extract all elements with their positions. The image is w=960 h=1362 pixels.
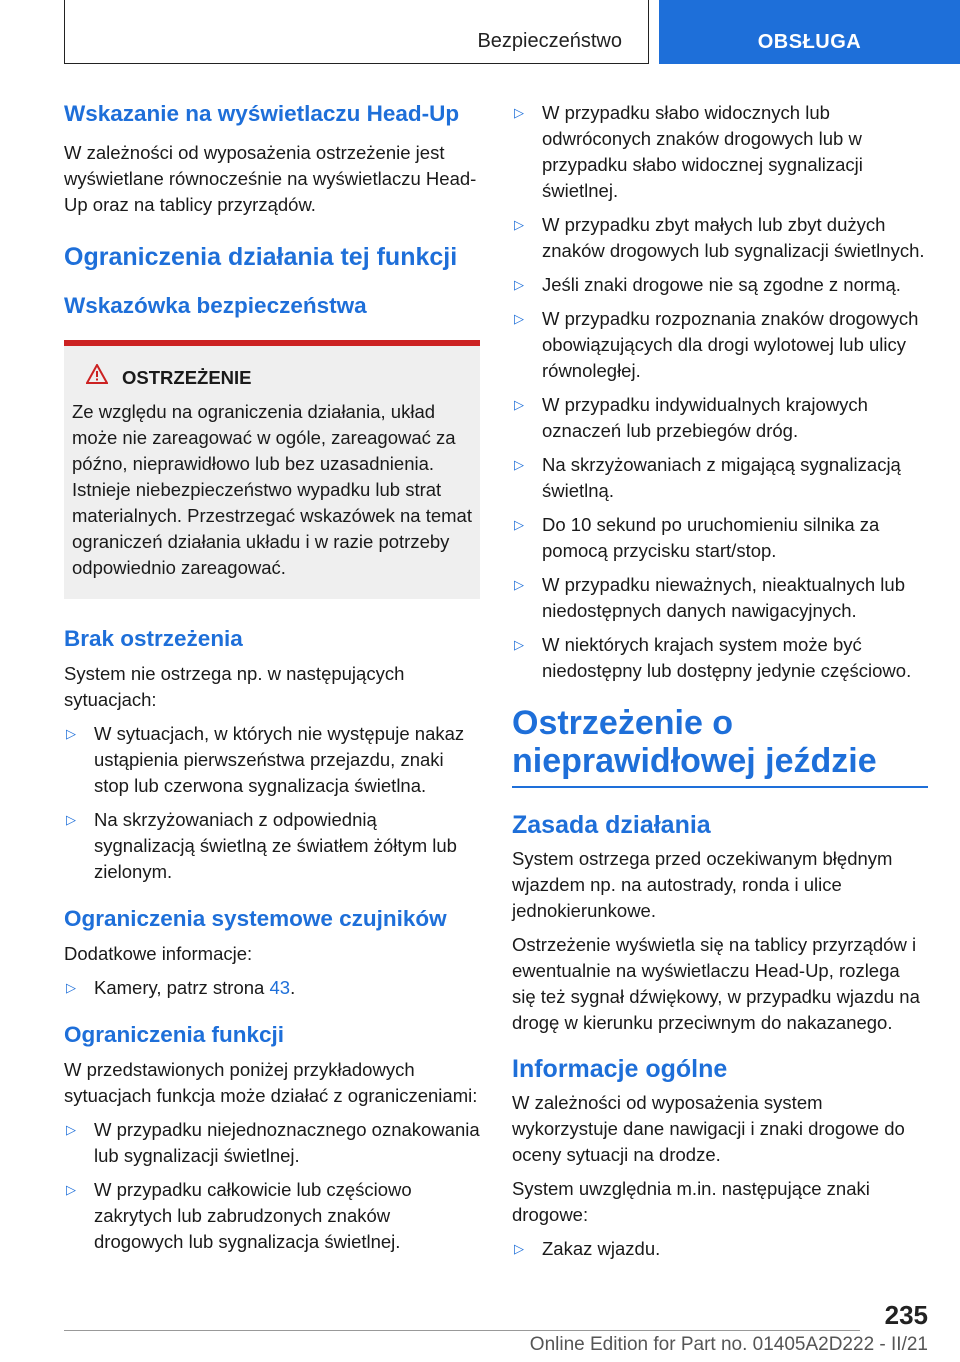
- list-item: [512, 392, 928, 444]
- list-item-text: W przypadku indywidualnych krajowych oznaczeń lub przebiegów dróg.: [542, 394, 868, 441]
- triangle-right-icon: ▷: [66, 726, 76, 741]
- list-item-text: Zakaz wjazdu.: [542, 1238, 661, 1259]
- heading-sensors: Ograniczenia systemowe czujników: [64, 906, 447, 931]
- heading-func-limits: Ograniczenia funkcji: [64, 1022, 285, 1047]
- warning-triangle-icon: [86, 364, 108, 391]
- list-item-text: W przypadku niejednoznacznego oznakowania lub sygnalizacji świetlnej.: [94, 1119, 480, 1166]
- triangle-right-icon: ▷: [514, 311, 524, 326]
- triangle-right-icon: ▷: [514, 637, 524, 652]
- header-tab-label: OBSŁUGA: [757, 31, 862, 53]
- triangle-right-icon: ▷: [514, 217, 524, 232]
- general-list: [512, 1236, 928, 1262]
- list-item: [512, 212, 928, 264]
- para-general-2: System uwzględnia m.in. następujące znaki drogowe:: [512, 1178, 870, 1225]
- list-item: [64, 721, 480, 799]
- para-principle-1: System ostrzega przed oczekiwanym błędnym wjazdem np. na autostrady, ronda i ulice jednokierunkowe.: [512, 848, 893, 921]
- list-item-text: W przypadku zbyt małych lub zbyt dużych znaków drogowych lub sygnalizacji świetlnych.: [542, 214, 925, 261]
- triangle-right-icon: ▷: [514, 577, 524, 592]
- list-item-text: W sytuacjach, w których nie występuje nakaz ustąpienia pierwszeństwa przejazdu, znaki stop lub czerwona sygnalizacja świetlna.: [94, 723, 465, 796]
- list-item: [512, 272, 928, 298]
- list-item: [512, 572, 928, 624]
- triangle-right-icon: ▷: [66, 1182, 76, 1197]
- list-item: [512, 306, 928, 384]
- list-item-text: Kamery, patrz strona: [94, 977, 270, 998]
- list-item-text: Na skrzyżowaniach z migającą sygnalizacją świetlną.: [542, 454, 901, 501]
- warning-text: Ze względu na ograniczenia działania, układ może nie zareagować w ogóle, zareagować za późno, nieprawidłowo lub bez uzasadnienia. Istnieje niebezpieczeństwo wypadku lub strat materialnych. Przestrzegać wskazówek na temat ograniczeń działania układu i w razie potrzeby odpowiednio zareagować.: [72, 401, 472, 578]
- triangle-right-icon: ▷: [514, 105, 524, 120]
- para-sensors: Dodatkowe informacje:: [64, 943, 253, 964]
- page-number: 235: [884, 1300, 928, 1330]
- list-item-end: .: [290, 977, 296, 998]
- heading-underline: [512, 786, 928, 788]
- list-item: [64, 975, 480, 1001]
- page-link-43[interactable]: 43: [269, 977, 291, 998]
- list-item-text: Do 10 sekund po uruchomieniu silnika za pomocą przycisku start/stop.: [542, 514, 880, 561]
- warning-title: OSTRZEŻENIE: [122, 366, 252, 388]
- list-item-text: W przypadku słabo widocznych lub odwróconych znaków drogowych lub w przypadku słabo widocznej sygnalizacji świetlnej.: [542, 102, 863, 201]
- heading-wrong-way: Ostrzeżenie o nieprawidłowej jeździe: [512, 704, 877, 780]
- triangle-right-icon: ▷: [514, 397, 524, 412]
- list-item: [512, 512, 928, 564]
- list-item-text: W przypadku nieważnych, nieaktualnych lub niedostępnych danych nawigacyjnych.: [542, 574, 905, 621]
- list-item-text: W przypadku całkowicie lub częściowo zakrytych lub zabrudzonych znaków drogowych lub sygnalizacja świetlnej.: [94, 1179, 412, 1252]
- list-item: [512, 1236, 928, 1262]
- header-section-title: Bezpieczeństwo: [477, 30, 622, 52]
- sensors-list: [64, 975, 480, 1001]
- heading-safety: Wskazówka bezpieczeństwa: [64, 293, 367, 318]
- header-chapter-tab[interactable]: [659, 0, 960, 64]
- list-item-text: W przypadku rozpoznania znaków drogowych obowiązujących dla drogi wylotowej lub ulicy równoległej.: [542, 308, 919, 381]
- triangle-right-icon: ▷: [514, 1241, 524, 1256]
- heading-limits: Ograniczenia działania tej funkcji: [64, 243, 458, 271]
- heading-no-warning: Brak ostrzeżenia: [64, 626, 243, 651]
- warning-box: [64, 340, 480, 599]
- func-list-right: [512, 100, 928, 684]
- para-principle-2: Ostrzeżenie wyświetla się na tablicy przyrządów i ewentualnie na wyświetlaczu Head-Up, rozlega się też sygnał dźwiękowy, w przypadku wjazdu na drogę w kierunku przeciwnym do nakazanego.: [512, 934, 920, 1033]
- para-headup: W zależności od wyposażenia ostrzeżenie jest wyświetlane równocześnie na wyświetlaczu Head-Up oraz na tablicy przyrządów.: [64, 142, 477, 215]
- footer-edition: Online Edition for Part no. 01405A2D222 - II/21: [529, 1334, 928, 1355]
- list-item: [64, 1177, 480, 1255]
- list-item: [512, 632, 928, 684]
- list-item: [64, 1117, 480, 1169]
- warning-title-row: [72, 364, 472, 391]
- heading-headup: Wskazanie na wyświetlaczu Head-Up: [64, 101, 460, 126]
- triangle-right-icon: ▷: [66, 1122, 76, 1137]
- right-column: [512, 100, 928, 1262]
- triangle-right-icon: ▷: [66, 980, 76, 995]
- para-general-1: W zależności od wyposażenia system wykorzystuje dane nawigacji i znaki drogowe do oceny sytuacji na drodze.: [512, 1092, 905, 1165]
- triangle-right-icon: ▷: [514, 277, 524, 292]
- list-item: [512, 452, 928, 504]
- list-item-text: Jeśli znaki drogowe nie są zgodne z normą.: [542, 274, 901, 295]
- triangle-right-icon: ▷: [514, 517, 524, 532]
- heading-principle: Zasada działania: [512, 811, 711, 839]
- triangle-right-icon: ▷: [514, 457, 524, 472]
- list-item: [512, 100, 928, 204]
- list-item-text: W niektórych krajach system może być niedostępny lub dostępny jedynie częściowo.: [542, 634, 912, 681]
- triangle-right-icon: ▷: [66, 812, 76, 827]
- header-box: [64, 0, 649, 64]
- heading-general: Informacje ogólne: [512, 1055, 728, 1083]
- list-item-text: Na skrzyżowaniach z odpowiednią sygnalizacją świetlną ze światłem żółtym lub zielonym.: [94, 809, 457, 882]
- para-no-warning: System nie ostrzega np. w następujących sytuacjach:: [64, 663, 405, 710]
- list-item: [64, 807, 480, 885]
- footer-divider: [64, 1330, 860, 1331]
- left-column: [64, 100, 480, 1255]
- para-func-limits: W przedstawionych poniżej przykładowych sytuacjach funkcja może działać z ograniczeniami:: [64, 1059, 478, 1106]
- no-warning-list: [64, 721, 480, 885]
- func-list-left: [64, 1117, 480, 1255]
